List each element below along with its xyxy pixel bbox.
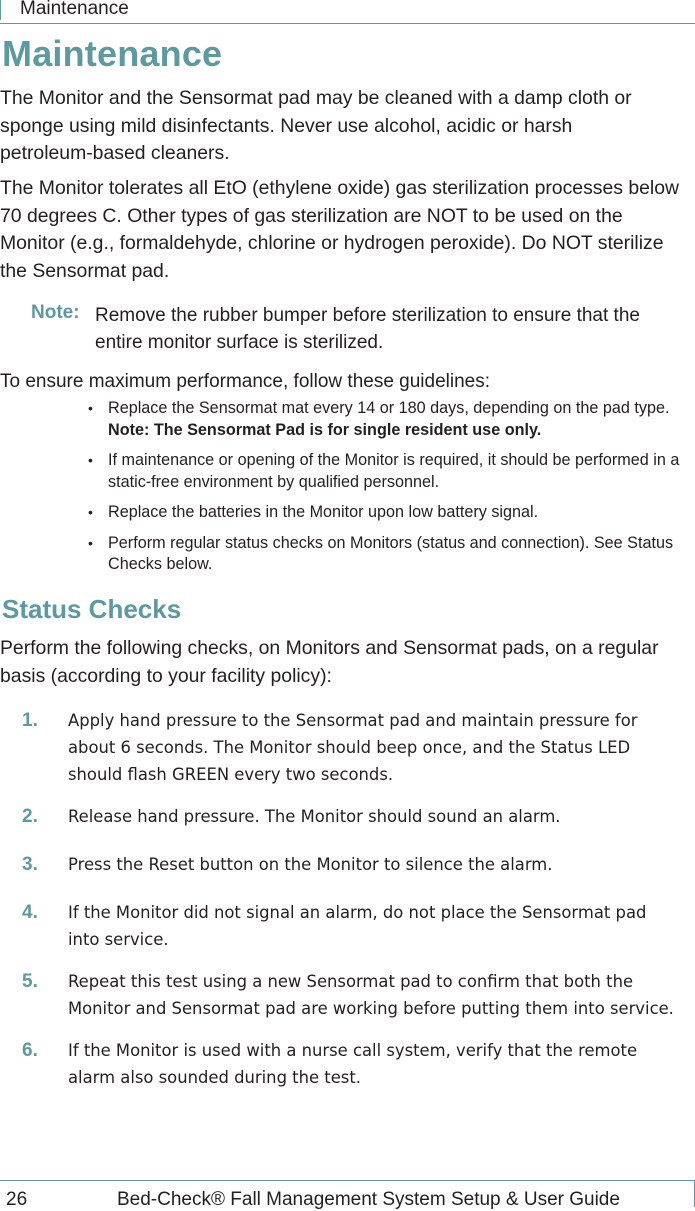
page-footer bbox=[0, 1180, 695, 1211]
sterilization-paragraph: The Monitor tolerates all EtO (ethylene oxide) gas sterilization processes below 70 degrees C. Other types of gas sterilization are NOT to be used on the Monitor (e.g., formaldehyde, chlorine or hydrogen peroxide). Do NOT sterilize the Sensormat pad. bbox=[0, 177, 679, 282]
step-text: Repeat this test using a new Sensormat pad to confirm that both the Monitor and Sensormat pad are working before putting them into service. bbox=[68, 972, 674, 1018]
step-text: If the Monitor did not signal an alarm, do not place the Sensormat pad into service. bbox=[68, 903, 647, 949]
guidelines-intro: To ensure maximum performance, follow these guidelines: bbox=[0, 371, 491, 392]
running-title: Maintenance bbox=[20, 0, 129, 19]
step-number: 4. bbox=[22, 902, 38, 923]
document-title: Bed-Check® Fall Management System Setup & User Guide bbox=[117, 1189, 620, 1210]
bullet-glyph: • bbox=[88, 534, 93, 551]
step-text: Apply hand pressure to the Sensormat pad and maintain pressure for about 6 seconds. The Monitor should beep once, and the Status LED should flash GREEN every two seconds. bbox=[68, 711, 638, 784]
step-item bbox=[0, 803, 680, 830]
step-text: If the Monitor is used with a nurse call system, verify that the remote alarm also sounded during the test. bbox=[68, 1041, 638, 1087]
step-text: Release hand pressure. The Monitor should sound an alarm. bbox=[68, 807, 561, 826]
status-checks-title: Status Checks bbox=[2, 594, 182, 624]
note-text: Remove the rubber bumper before sterilization to ensure that the entire monitor surface is sterilized. bbox=[95, 305, 640, 353]
status-checks-intro: Perform the following checks, on Monitors and Sensormat pads, on a regular basis (according to your facility policy): bbox=[0, 637, 659, 687]
guidelines-list bbox=[0, 398, 695, 585]
guideline-text: Replace the Sensormat mat every 14 or 180 days, depending on the pad type. bbox=[108, 399, 670, 417]
running-header bbox=[0, 0, 695, 24]
guideline-note-bold: Note: The Sensormat Pad is for single resident use only. bbox=[108, 420, 542, 439]
status-steps-list bbox=[0, 707, 695, 1091]
step-number: 3. bbox=[22, 854, 38, 875]
step-number: 6. bbox=[22, 1040, 38, 1061]
header-rule-tick bbox=[0, 0, 1, 20]
guideline-text: If maintenance or opening of the Monitor is required, it should be performed in a static-free environment by qualified personnel. bbox=[108, 451, 680, 491]
step-item bbox=[0, 899, 680, 953]
bullet-glyph: • bbox=[88, 400, 93, 416]
step-number: 5. bbox=[22, 971, 38, 992]
step-item bbox=[0, 851, 680, 878]
list-item bbox=[0, 502, 695, 524]
step-item bbox=[0, 968, 680, 1022]
bullet-glyph: • bbox=[88, 504, 93, 520]
list-item bbox=[0, 398, 695, 441]
bullet-glyph: • bbox=[88, 452, 93, 468]
guideline-text: Perform regular status checks on Monitors (status and connection). See Status Checks below. bbox=[108, 533, 674, 573]
section-title: Maintenance bbox=[2, 33, 223, 74]
note-label: Note: bbox=[31, 302, 80, 323]
list-item bbox=[0, 533, 695, 576]
list-item bbox=[0, 450, 695, 493]
step-number: 1. bbox=[22, 710, 38, 731]
step-item bbox=[0, 707, 680, 788]
guideline-text: Replace the batteries in the Monitor upon low battery signal. bbox=[108, 503, 539, 521]
step-text: Press the Reset button on the Monitor to silence the alarm. bbox=[68, 855, 553, 874]
step-item bbox=[0, 1037, 680, 1091]
cleaning-paragraph: The Monitor and the Sensormat pad may be cleaned with a damp cloth or sponge using mild disinfectants. Never use alcohol, acidic or harsh petroleum-based cleaners. bbox=[0, 87, 632, 164]
step-number: 2. bbox=[22, 806, 38, 827]
page-number: 26 bbox=[6, 1189, 28, 1210]
